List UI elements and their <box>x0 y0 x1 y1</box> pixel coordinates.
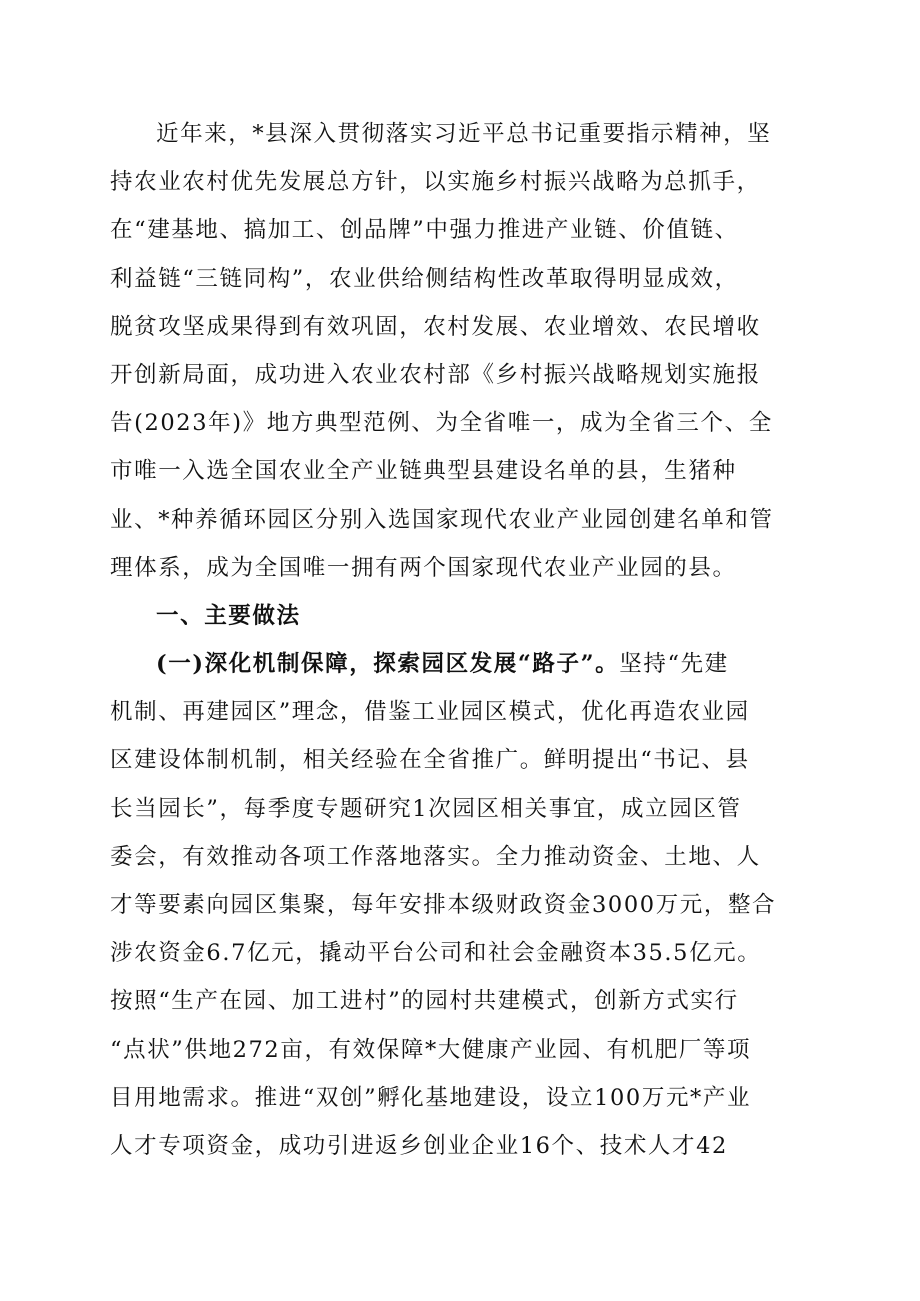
subsection-line: 人才专项资金，成功引进返乡创业企业16个、技术人才42 <box>110 1132 728 1159</box>
intro-line: 理体系，成为全国唯一拥有两个国家现代农业产业园的县。 <box>110 554 737 581</box>
intro-line: 持农业农村优先发展总方针，以实施乡村振兴战略为总抓手， <box>110 169 761 196</box>
section-heading: 一、主要做法 <box>156 602 301 629</box>
subsection-first-line-text: 坚持“先建 <box>619 651 729 678</box>
subsection-line: 按照“生产在园、加工进村”的园村共建模式，创新方式实行 <box>110 988 739 1015</box>
subsection-line: 才等要素向园区集聚，每年安排本级财政资金3000万元，整合 <box>110 892 777 918</box>
intro-line: 市唯一入选全国农业全产业链典型县建设名单的县，生猪种 <box>110 458 737 485</box>
intro-line: 告(2023年)》地方典型范例、为全省唯一，成为全省三个、全 <box>110 410 773 437</box>
intro-line: 利益链“三链同构”，农业供给侧结构性改革取得明显成效， <box>110 265 739 292</box>
subsection-title: (一)深化机制保障，探索园区发展“路子”。 <box>156 651 620 678</box>
subsection-line: 机制、再建园区”理念，借鉴工业园区模式，优化再造农业园 <box>110 699 750 726</box>
subsection-first-line <box>110 640 790 688</box>
subsection-line: 目用地需求。推进“双创”孵化基地建设，设立100万元*产业 <box>110 1084 752 1111</box>
intro-line: 业、*种养循环园区分别入选国家现代农业产业园创建名单和管 <box>110 506 774 533</box>
subsection-line: “点状”供地272亩，有效保障*大健康产业园、有机肥厂等项 <box>110 1036 752 1063</box>
intro-line: 脱贫攻坚成果得到有效巩固，农村发展、农业增效、农民增收 <box>110 313 761 340</box>
subsection-line: 区建设体制机制，相关经验在全省推广。鲜明提出“书记、县 <box>110 747 750 774</box>
intro-line: 在“建基地、搞加工、创品牌”中强力推进产业链、价值链、 <box>110 217 739 244</box>
intro-line: 开创新局面，成功进入农业农村部《乡村振兴战略规划实施报 <box>110 361 761 388</box>
subsection-line: 委会，有效推动各项工作落地落实。全力推动资金、土地、人 <box>110 843 761 870</box>
document-body <box>110 110 790 1170</box>
intro-line: 近年来，*县深入贯彻落实习近平总书记重要指示精神，坚 <box>156 121 772 147</box>
subsection-line: 长当园长”，每季度专题研究1次园区相关事宜，成立园区管 <box>110 795 742 822</box>
subsection-line: 涉农资金6.7亿元，撬动平台公司和社会金融资本35.5亿元。 <box>110 940 762 967</box>
